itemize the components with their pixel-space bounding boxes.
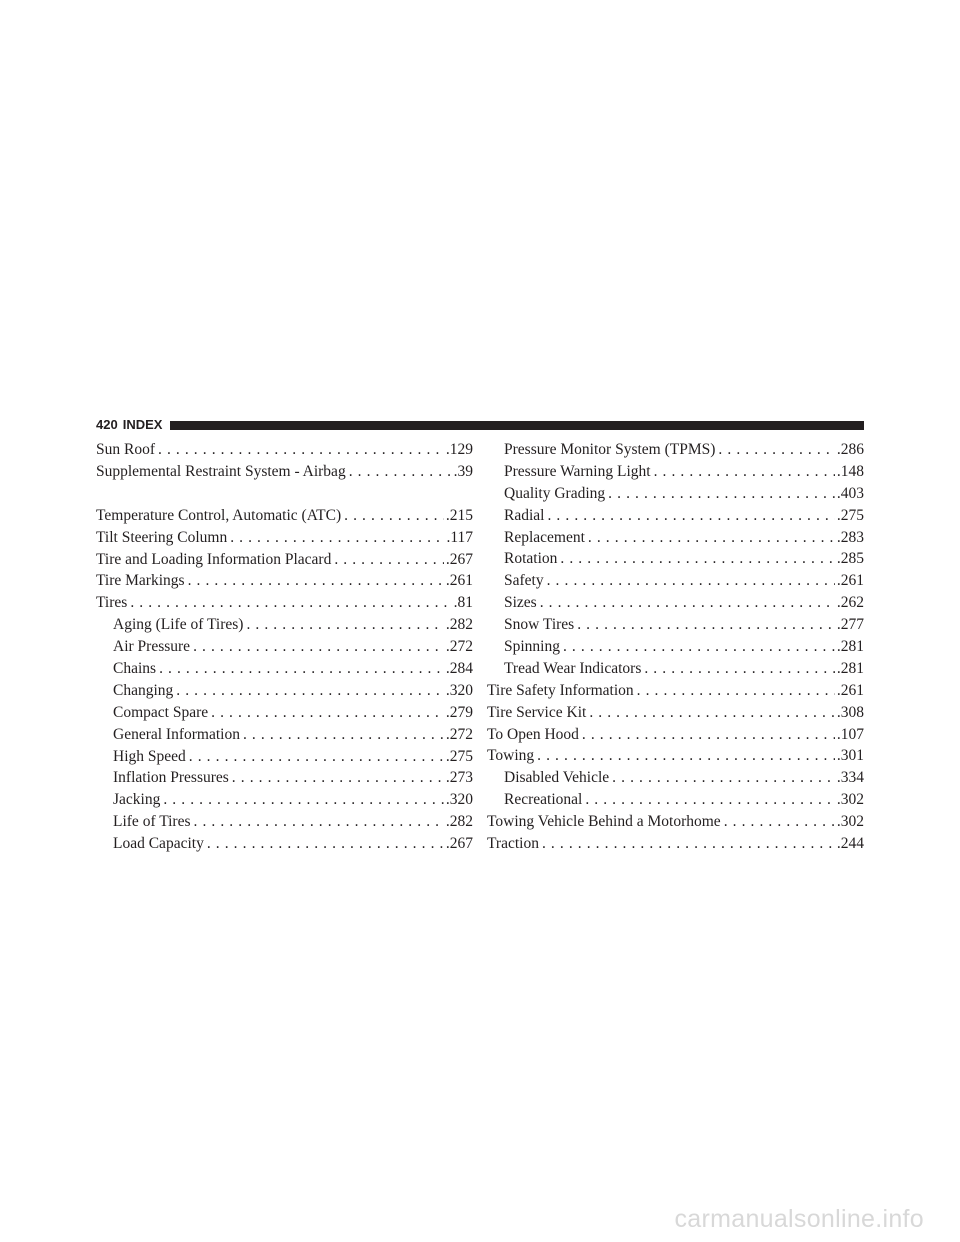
index-subentry [487, 789, 864, 811]
index-page-number: .281 [836, 659, 864, 677]
index-page-number: .273 [445, 769, 473, 787]
index-subentry [487, 636, 864, 658]
dot-leader [160, 789, 444, 811]
index-page-number: .81 [453, 594, 473, 612]
index-column-right [487, 439, 864, 855]
dot-leader [605, 483, 835, 505]
index-term: Towing Vehicle Behind a Motorhome [487, 813, 721, 831]
dot-leader [227, 527, 444, 549]
index-entry [96, 527, 473, 549]
index-subentry [487, 570, 864, 592]
index-entry [96, 549, 473, 571]
index-term: Sizes [504, 594, 537, 612]
index-term: Rotation [504, 550, 558, 568]
dot-leader [560, 636, 835, 658]
section-title: INDEX [122, 417, 163, 432]
dot-leader [721, 811, 835, 833]
index-term: Snow Tires [504, 616, 575, 634]
index-term: Air Pressure [113, 638, 191, 656]
index-page-number: .320 [445, 681, 473, 699]
index-term: Inflation Pressures [113, 769, 229, 787]
index-subentry [96, 702, 473, 724]
index-term: Tire Service Kit [487, 703, 587, 721]
dot-leader [204, 833, 444, 855]
dot-leader [173, 680, 444, 702]
index-subentry [487, 614, 864, 636]
index-subentry [96, 767, 473, 789]
index-page-number: .286 [836, 441, 864, 458]
index-page-number: .129 [445, 441, 473, 458]
dot-leader [557, 548, 834, 570]
index-page-number: .285 [836, 550, 864, 568]
index-page-number: .282 [445, 616, 473, 634]
index-term: Aging (Life of Tires) [113, 616, 244, 634]
index-page-number: .301 [836, 747, 864, 765]
index-page-number: .282 [445, 813, 473, 831]
dot-leader [341, 505, 444, 527]
index-page-number: .272 [445, 725, 473, 743]
index-subentry [487, 505, 864, 527]
dot-leader [331, 549, 444, 571]
dot-leader [715, 439, 834, 461]
index-entry [487, 680, 864, 702]
index-subentry [96, 811, 473, 833]
dot-leader [609, 767, 835, 789]
index-page-number: .334 [836, 769, 864, 787]
dot-leader [346, 461, 452, 483]
dot-leader [574, 614, 835, 636]
dot-leader [185, 570, 444, 592]
index-term: Tire Safety Information [487, 681, 634, 699]
index-term: Quality Grading [504, 484, 606, 502]
index-page-number: .272 [445, 638, 473, 656]
index-term: Tire Markings [96, 572, 185, 590]
dot-leader [243, 614, 443, 636]
index-subentry [96, 833, 473, 855]
index-subentry [96, 680, 473, 702]
index-term: Safety [504, 572, 544, 590]
index-page-number: .148 [836, 462, 864, 480]
dot-leader [539, 833, 835, 855]
index-term: Disabled Vehicle [504, 769, 610, 787]
dot-leader [155, 439, 444, 461]
watermark: carmanualsonline.info [674, 1205, 924, 1233]
index-term: Compact Spare [113, 703, 209, 721]
index-term: High Speed [113, 747, 186, 765]
index-term: Sun Roof [96, 441, 155, 458]
index-term: Spinning [504, 638, 560, 656]
index-page-number: .320 [445, 791, 473, 809]
index-page-number: .308 [836, 703, 864, 721]
index-entry [487, 702, 864, 724]
index-term: Changing [113, 681, 174, 699]
dot-leader [240, 724, 444, 746]
index-subentry [96, 658, 473, 680]
index-page-number: .267 [445, 835, 473, 853]
index-page-number: .279 [445, 703, 473, 721]
index-term: General Information [113, 725, 240, 743]
index-subentry [487, 658, 864, 680]
index-subentry [487, 767, 864, 789]
index-page-number: .302 [836, 813, 864, 831]
dot-leader [579, 724, 835, 746]
index-subentry [487, 439, 864, 461]
index-entry [96, 592, 473, 614]
index-subentry [487, 548, 864, 570]
dot-leader [651, 461, 835, 483]
index-page-number: .284 [445, 660, 473, 678]
index-term: Temperature Control, Automatic (ATC) [96, 506, 342, 524]
index-page-number: .244 [836, 835, 864, 853]
index-subentry [487, 592, 864, 614]
index-entry [487, 724, 864, 746]
index-page-number: .275 [836, 506, 864, 524]
index-entry [96, 461, 473, 483]
dot-leader [585, 527, 835, 549]
index-subentry [487, 461, 864, 483]
index-subentry [96, 746, 473, 768]
index-page-number: .403 [836, 484, 864, 502]
index-entry [487, 811, 864, 833]
dot-leader [190, 636, 444, 658]
index-subentry [96, 724, 473, 746]
index-term: Traction [487, 835, 539, 853]
dot-leader [156, 658, 444, 680]
index-entry [96, 570, 473, 592]
index-page-number: .302 [836, 791, 864, 809]
header-rule [170, 421, 864, 430]
index-term: Tread Wear Indicators [504, 659, 642, 677]
index-page-number: .281 [836, 638, 864, 656]
index-term: Replacement [504, 528, 585, 546]
index-term: Tilt Steering Column [96, 528, 228, 546]
dot-leader [229, 767, 444, 789]
dot-leader [186, 746, 444, 768]
dot-leader [641, 658, 835, 680]
index-subentry [96, 789, 473, 811]
index-page-number: .261 [836, 681, 864, 699]
index-term: Pressure Monitor System (TPMS) [504, 441, 716, 458]
index-term: Recreational [504, 791, 583, 809]
index-entry [96, 439, 473, 461]
dot-leader [191, 811, 444, 833]
dot-leader [634, 680, 835, 702]
index-page-number: .117 [446, 528, 473, 546]
index-entry [487, 745, 864, 767]
page-header [96, 417, 864, 433]
dot-leader [127, 592, 451, 614]
index-term: Life of Tires [113, 813, 191, 831]
index-subentry [96, 614, 473, 636]
dot-leader [582, 789, 835, 811]
dot-leader [208, 702, 444, 724]
index-term: Tire and Loading Information Placard [96, 550, 332, 568]
index-term: Tires [96, 594, 128, 612]
page-number: 420 [96, 417, 118, 432]
index-page-number: .275 [445, 747, 473, 765]
index-term: Supplemental Restraint System - Airbag [96, 462, 346, 480]
index-page-number: .39 [453, 462, 473, 480]
index-subentry [487, 483, 864, 505]
index-page-number: .277 [836, 616, 864, 634]
index-entry [487, 833, 864, 855]
index-entry [96, 505, 473, 527]
dot-leader [544, 505, 834, 527]
index-term: Pressure Warning Light [504, 462, 651, 480]
index-term: Towing [487, 747, 535, 765]
dot-leader [544, 570, 835, 592]
index-page-number: .283 [836, 528, 864, 546]
index-page-number: .261 [836, 572, 864, 590]
index-term: Chains [113, 660, 157, 678]
index-subentry [487, 527, 864, 549]
index-page-number: .267 [445, 550, 473, 568]
index-page-number: .261 [445, 572, 473, 590]
index-term: Load Capacity [113, 835, 204, 853]
dot-leader [534, 745, 835, 767]
index-term: Jacking [113, 791, 161, 809]
index-page-number: .107 [836, 725, 864, 743]
dot-leader [537, 592, 835, 614]
dot-leader [586, 702, 835, 724]
index-term: Radial [504, 506, 545, 524]
index-subentry [96, 636, 473, 658]
index-term: To Open Hood [487, 725, 579, 743]
index-page-number: .215 [445, 506, 473, 524]
index-page-number: .262 [836, 594, 864, 612]
index-column-left [96, 439, 473, 855]
